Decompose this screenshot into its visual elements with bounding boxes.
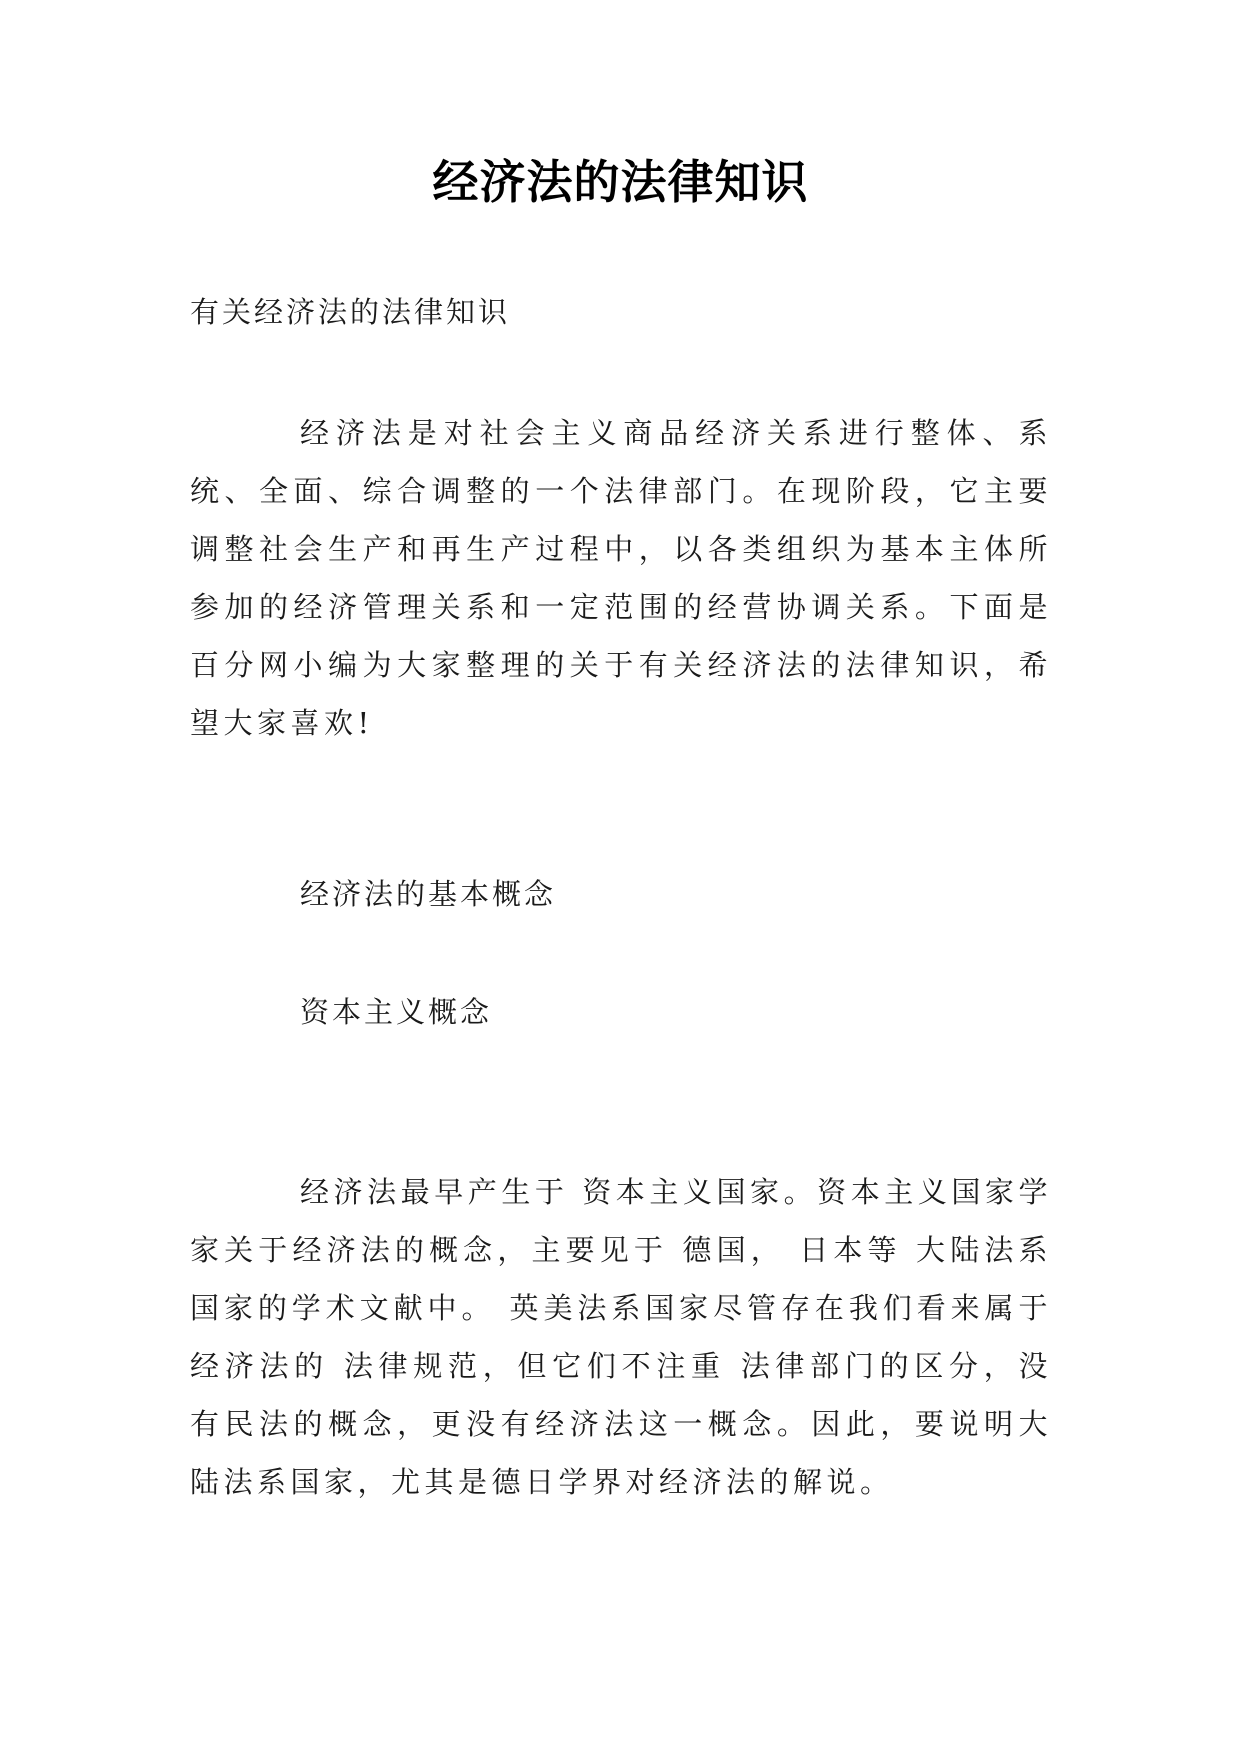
subsection-heading: 资本主义概念: [300, 995, 493, 1029]
document-title: 经济法的法律知识: [432, 155, 809, 209]
body-paragraph: 经济法最早产生于 资本主义国家。资本主义国家学家关于经济法的概念，主要见于 德国， 日本等 大陆法系国家的学术文献中。 英美法系国家尽管存在我们看来属于经济法的 法律规范，但它们不注重 法律部门的区分，没有民法的概念，更没有经济法这一概念。因此，要说明大陆法系国家，尤其是德日学界对经济法的解说。: [190, 1175, 1052, 1499]
document-subtitle: 有关经济法的法律知识: [190, 295, 511, 329]
section-heading: 经济法的基本概念: [300, 877, 557, 911]
intro-paragraph: 经济法是对社会主义商品经济关系进行整体、系统、全面、综合调整的一个法律部门。在现阶段，它主要调整社会生产和再生产过程中，以各类组织为基本主体所参加的经济管理关系和一定范围的经营协调关系。下面是百分网小编为大家整理的关于有关经济法的法律知识，希望大家喜欢!: [190, 416, 1052, 740]
